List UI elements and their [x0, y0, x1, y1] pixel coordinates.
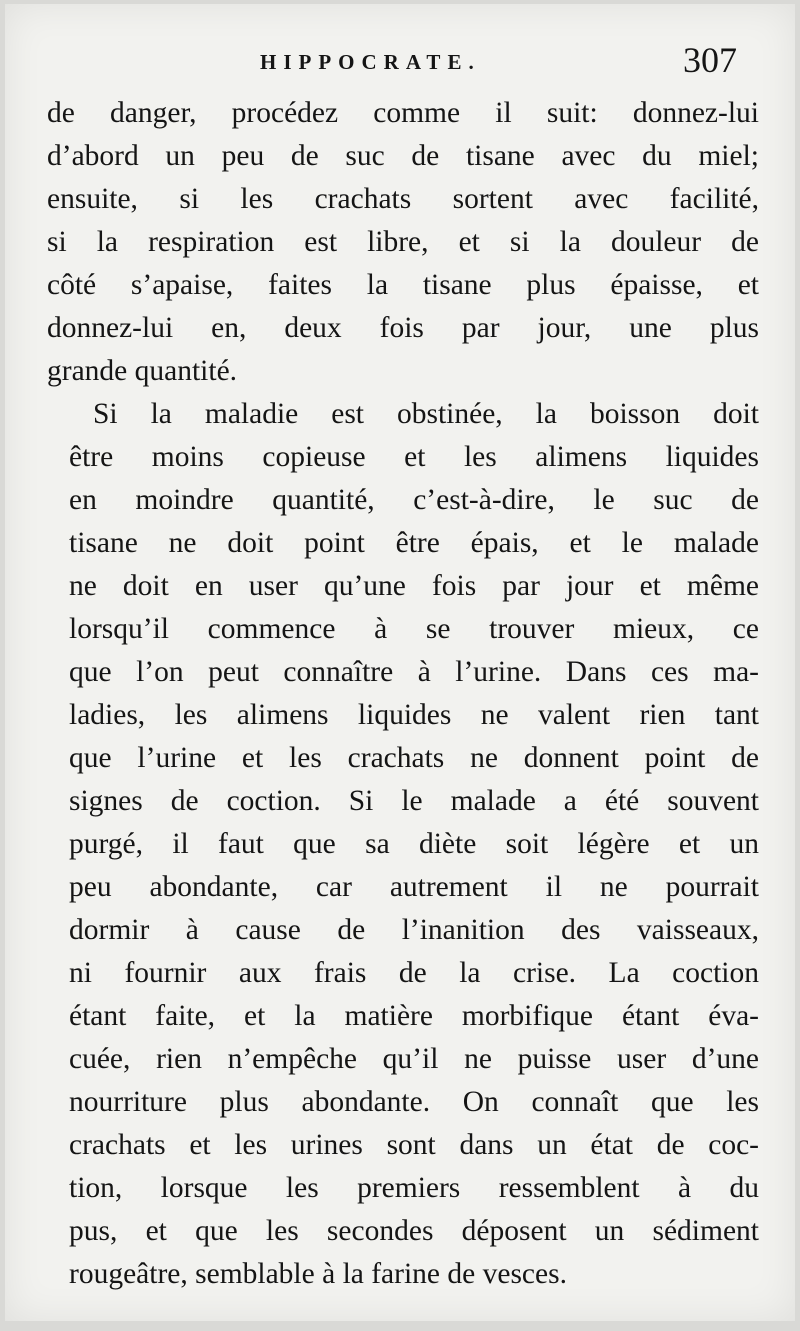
- text-line: signes de coction. Si le malade a été souvent: [69, 785, 759, 817]
- text-line: ne doit en user qu’une fois par jour et même: [69, 570, 759, 602]
- text-line: étant faite, et la matière morbifique étant éva-: [69, 1000, 759, 1032]
- text-line: côté s’apaise, faites la tisane plus épaisse, et: [47, 269, 759, 301]
- text-line: cuée, rien n’empêche qu’il ne puisse user d’une: [69, 1043, 759, 1075]
- text-line: de danger, procédez comme il suit: donnez-lui: [47, 97, 759, 129]
- text-line: grande quantité.: [47, 355, 238, 387]
- text-line: rougeâtre, semblable à la farine de vesces.: [69, 1258, 567, 1290]
- book-page: [5, 4, 795, 1321]
- text-line: peu abondante, car autrement il ne pourrait: [69, 871, 759, 903]
- text-line: tion, lorsque les premiers ressemblent à du: [69, 1172, 759, 1204]
- text-line: lorsqu’il commence à se trouver mieux, ce: [69, 613, 759, 645]
- page-number: 307: [683, 40, 737, 80]
- text-line: crachats et les urines sont dans un état de coc-: [69, 1129, 759, 1161]
- text-line: si la respiration est libre, et si la douleur de: [47, 226, 759, 258]
- text-line: que l’urine et les crachats ne donnent point de: [69, 742, 759, 774]
- paragraph-continued: [47, 92, 759, 393]
- text-line: donnez-lui en, deux fois par jour, une plus: [47, 312, 759, 344]
- text-line: purgé, il faut que sa diète soit légère et un: [69, 828, 759, 860]
- text-line: d’abord un peu de suc de tisane avec du miel;: [47, 140, 759, 172]
- text-line: ladies, les alimens liquides ne valent rien tant: [69, 699, 759, 731]
- text-line: que l’on peut connaître à l’urine. Dans ces ma-: [69, 656, 759, 688]
- text-line: être moins copieuse et les alimens liquides: [69, 441, 759, 473]
- text-line: dormir à cause de l’inanition des vaisseaux,: [69, 914, 759, 946]
- text-line: en moindre quantité, c’est-à-dire, le suc de: [69, 484, 759, 516]
- running-header: [5, 42, 795, 82]
- text-line: ni fournir aux frais de la crise. La coction: [69, 957, 759, 989]
- body-text: [47, 92, 759, 1296]
- text-line: pus, et que les secondes déposent un sédiment: [69, 1215, 759, 1247]
- text-line: tisane ne doit point être épais, et le malade: [69, 527, 759, 559]
- running-title: HIPPOCRATE.: [260, 50, 481, 74]
- text-line: Si la maladie est obstinée, la boisson doit: [93, 398, 759, 430]
- text-line: nourriture plus abondante. On connaît que les: [69, 1086, 759, 1118]
- text-line: ensuite, si les crachats sortent avec facilité,: [47, 183, 759, 215]
- paragraph: [47, 393, 759, 1296]
